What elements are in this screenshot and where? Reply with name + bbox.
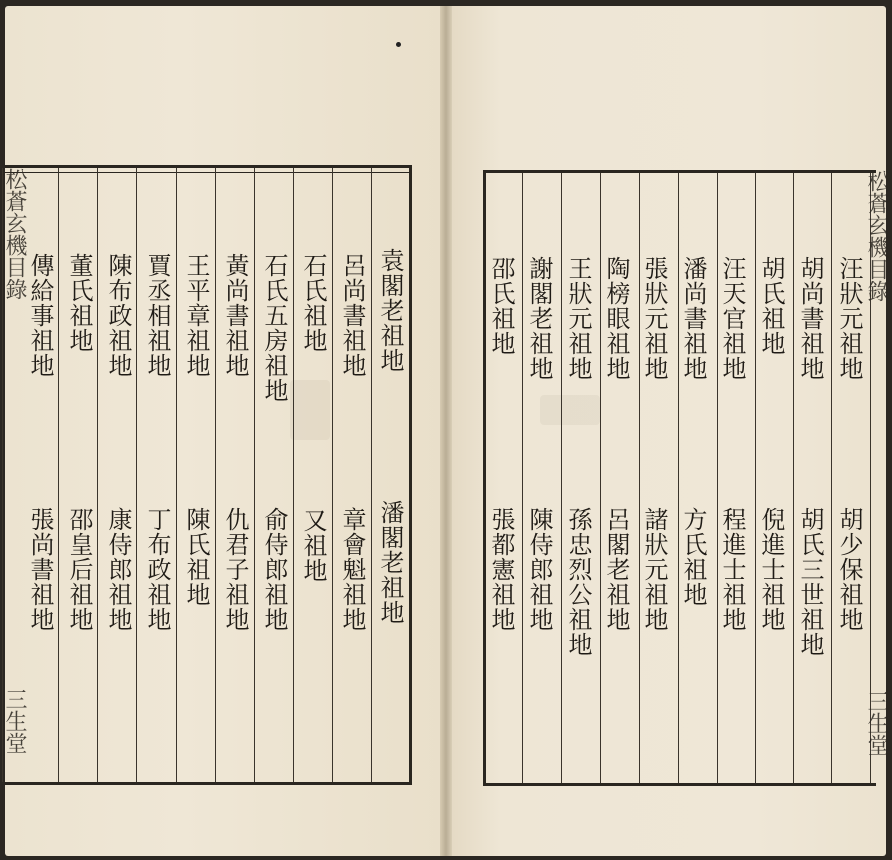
entry-left-9-top: 董氏祖地: [65, 253, 93, 353]
column-rule: [561, 173, 562, 783]
entry-left-2-bottom: 章會魁祖地: [338, 507, 366, 632]
entry-left-1-top: 袁閣老祖地: [376, 248, 404, 373]
entry-left-7-top: 賈丞相祖地: [143, 253, 171, 378]
book-gutter: [440, 6, 452, 856]
entry-left-7-bottom: 丁布政祖地: [143, 507, 171, 632]
right-spine-hall: 三生堂: [864, 690, 889, 756]
column-rule: [58, 168, 59, 782]
entry-left-3-top: 石氏祖地: [299, 253, 327, 353]
entry-left-6-bottom: 陳氏祖地: [182, 507, 210, 607]
entry-right-8-top: 王狀元祖地: [564, 256, 592, 381]
column-rule: [600, 173, 601, 783]
entry-left-6-top: 王平章祖地: [182, 253, 210, 378]
entry-left-5-bottom: 仇君子祖地: [221, 507, 249, 632]
entry-left-1-bottom: 潘閣老祖地: [376, 500, 404, 625]
entry-right-7-top: 陶榜眼祖地: [602, 256, 630, 381]
entry-left-8-bottom: 康侍郎祖地: [104, 507, 132, 632]
left-spine-title: 松蒼玄機目錄: [2, 168, 27, 300]
entry-right-9-bottom: 陳侍郎祖地: [525, 507, 553, 632]
entry-right-2-top: 胡尚書祖地: [796, 256, 824, 381]
entry-right-2-bottom: 胡氏三世祖地: [796, 507, 824, 657]
entry-right-8-bottom: 孫忠烈公祖地: [564, 507, 592, 657]
entry-right-9-top: 謝閣老祖地: [525, 256, 553, 381]
entry-right-7-bottom: 呂閣老祖地: [602, 507, 630, 632]
column-rule: [793, 173, 794, 783]
entry-right-10-top: 邵氏祖地: [487, 256, 515, 356]
column-rule: [371, 168, 372, 782]
entry-right-6-top: 張狀元祖地: [640, 256, 668, 381]
right-spine-title: 松蒼玄機目錄: [864, 170, 889, 302]
entry-right-10-bottom: 張都憲祖地: [487, 507, 515, 632]
column-rule: [755, 173, 756, 783]
entry-right-4-top: 汪天官祖地: [718, 256, 746, 381]
entry-left-8-top: 陳布政祖地: [104, 253, 132, 378]
column-rule: [254, 168, 255, 782]
column-rule: [97, 168, 98, 782]
column-rule: [522, 173, 523, 783]
column-rule: [136, 168, 137, 782]
entry-left-9-bottom: 邵皇后祖地: [65, 507, 93, 632]
entry-left-10-bottom: 張尚書祖地: [26, 507, 54, 632]
entry-right-5-bottom: 方氏祖地: [679, 507, 707, 607]
entry-right-4-bottom: 程進士祖地: [718, 507, 746, 632]
ink-spot: [396, 42, 401, 47]
entry-left-10-top: 傳給事祖地: [26, 253, 54, 378]
column-rule: [176, 168, 177, 782]
entry-right-3-top: 胡氏祖地: [757, 256, 785, 356]
entry-left-2-top: 呂尚書祖地: [338, 253, 366, 378]
entry-right-6-bottom: 諸狀元祖地: [640, 507, 668, 632]
column-rule: [332, 168, 333, 782]
column-rule: [831, 173, 832, 783]
entry-right-1-bottom: 胡少保祖地: [835, 507, 863, 632]
entry-left-3-bottom: 又祖地: [299, 508, 327, 583]
column-rule: [293, 168, 294, 782]
column-rule: [215, 168, 216, 782]
entry-right-1-top: 汪狀元祖地: [835, 256, 863, 381]
entry-left-4-bottom: 俞侍郎祖地: [260, 507, 288, 632]
left-spine-hall: 三生堂: [2, 688, 27, 754]
entry-right-3-bottom: 倪進士祖地: [757, 507, 785, 632]
entry-left-4-top: 石氏五房祖地: [260, 253, 288, 403]
entry-right-5-top: 潘尚書祖地: [679, 256, 707, 381]
entry-left-5-top: 黃尚書祖地: [221, 253, 249, 378]
